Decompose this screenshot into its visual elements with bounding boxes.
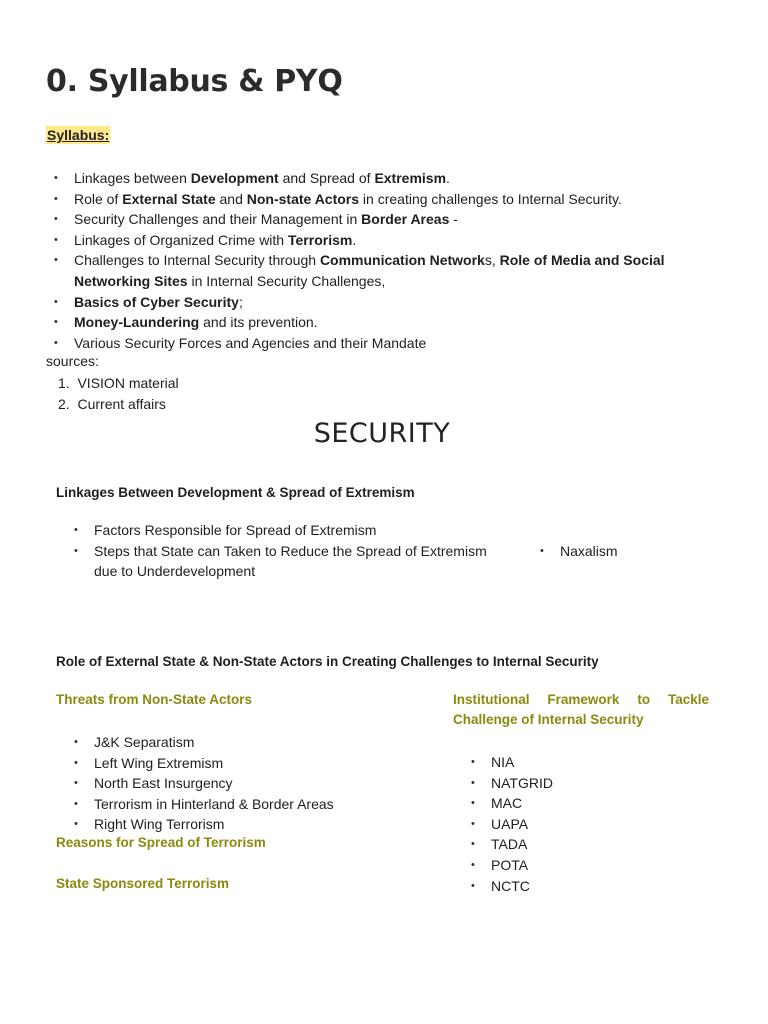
bullet-icon: • <box>54 192 58 205</box>
list-item: • Left Wing Extremism <box>94 753 414 774</box>
bullet-icon: • <box>54 336 58 349</box>
bullet-icon: • <box>74 797 78 810</box>
bullet-icon: • <box>471 838 475 851</box>
bold-text: Border Areas <box>361 211 450 228</box>
threats-list <box>74 732 414 835</box>
list-item: • TADA <box>491 834 691 855</box>
syllabus-item <box>54 230 714 251</box>
linkages-list <box>74 520 504 582</box>
bullet-icon: • <box>74 736 78 748</box>
list-item: • Naxalism <box>560 541 710 562</box>
list-item: • J&K Separatism <box>94 732 414 753</box>
text: and <box>215 190 247 207</box>
bullet-icon: • <box>471 797 475 810</box>
bullet-icon: • <box>54 254 58 267</box>
bullet-icon: • <box>54 172 58 184</box>
bullet-icon: • <box>54 233 58 246</box>
bold-text: Role of Media and Social Networking Sites <box>74 252 665 289</box>
institutional-heading-line1: Institutional Framework to Tackle <box>453 692 709 707</box>
bold-text: Basics of Cyber Security <box>74 293 239 310</box>
bullet-icon: • <box>540 545 544 557</box>
threats-heading: Threats from Non-State Actors <box>56 692 253 707</box>
list-item: • North East Insurgency <box>94 773 414 794</box>
text: ; <box>238 293 243 310</box>
bullet-icon: • <box>74 818 78 831</box>
list-item: 2. Current affairs <box>58 395 166 412</box>
bullet-icon: • <box>471 858 475 871</box>
text: Various Security Forces and Agencies and their Mandate <box>74 334 427 351</box>
bullet-icon: • <box>74 777 78 790</box>
bold-text: External State <box>122 190 216 207</box>
bullet-icon: • <box>54 295 58 308</box>
list-item: • UAPA <box>491 814 691 835</box>
bullet-icon: • <box>471 756 475 768</box>
text: Role of <box>74 190 123 207</box>
reasons-heading: Reasons for Spread of Terrorism <box>56 835 266 850</box>
list-item: • POTA <box>491 855 691 876</box>
bold-text: Non-state Actors <box>246 190 360 207</box>
list-item: 1. VISION material <box>58 375 179 391</box>
text: and Spread of <box>278 170 375 186</box>
text: and its prevention. <box>199 314 318 331</box>
syllabus-item <box>54 189 714 210</box>
syllabus-item <box>54 292 714 313</box>
bold-text: Communication Network <box>319 252 485 269</box>
bullet-icon: • <box>74 544 78 557</box>
text: Security Challenges and their Management in <box>74 211 362 228</box>
text: in Internal Security Challenges, <box>187 272 386 289</box>
syllabus-item <box>54 250 714 291</box>
bullet-icon: • <box>54 316 58 329</box>
bold-text: Development <box>190 170 279 186</box>
syllabus-item <box>54 333 714 354</box>
bullet-icon: • <box>471 776 475 789</box>
bold-text: Terrorism <box>288 231 353 248</box>
syllabus-list <box>54 168 714 353</box>
text: Linkages of Organized Crime with <box>74 231 288 248</box>
linkages-heading: Linkages Between Development & Spread of Extremism <box>56 485 415 500</box>
syllabus-item <box>54 168 714 189</box>
list-item: • NIA <box>491 752 691 773</box>
bold-text: Money-Laundering <box>74 314 200 331</box>
text: - <box>449 211 458 228</box>
bullet-icon: • <box>54 213 58 226</box>
text: . <box>352 231 357 248</box>
role-heading: Role of External State & Non-State Actors in Creating Challenges to Internal Security <box>56 654 599 669</box>
syllabus-item <box>54 312 714 333</box>
list-item: • NCTC <box>491 876 691 897</box>
bullet-icon: • <box>471 817 475 830</box>
section-heading: SECURITY <box>313 418 451 449</box>
text: Linkages between <box>74 170 191 186</box>
page-title: 0. Syllabus & PYQ <box>46 64 343 99</box>
syllabus-label: Syllabus: <box>47 127 110 143</box>
text: . <box>446 170 450 186</box>
text: in creating challenges to Internal Security. <box>359 190 622 207</box>
bullet-icon: • <box>471 879 475 892</box>
sources-list <box>58 373 179 414</box>
list-item: • Factors Responsible for Spread of Extremism <box>94 520 504 541</box>
linkages-right-list <box>540 541 710 562</box>
sources-label: sources: <box>46 353 99 369</box>
institutional-list <box>471 752 691 896</box>
list-item: • MAC <box>491 793 691 814</box>
list-item: • NATGRID <box>491 773 691 794</box>
text: Challenges to Internal Security through <box>74 252 320 269</box>
text: s, <box>484 252 500 269</box>
list-item: • Right Wing Terrorism <box>94 814 414 835</box>
bold-text: Extremism <box>374 170 447 186</box>
list-item: • Steps that State can Taken to Reduce the Spread of Extremism due to Underdevelopment <box>74 542 487 580</box>
bullet-icon: • <box>74 524 78 536</box>
syllabus-item <box>54 209 714 230</box>
list-item: • Terrorism in Hinterland & Border Areas <box>94 794 414 815</box>
state-sponsored-heading: State Sponsored Terrorism <box>56 876 230 891</box>
bullet-icon: • <box>74 756 78 769</box>
institutional-heading-line2: Challenge of Internal Security <box>453 712 644 727</box>
